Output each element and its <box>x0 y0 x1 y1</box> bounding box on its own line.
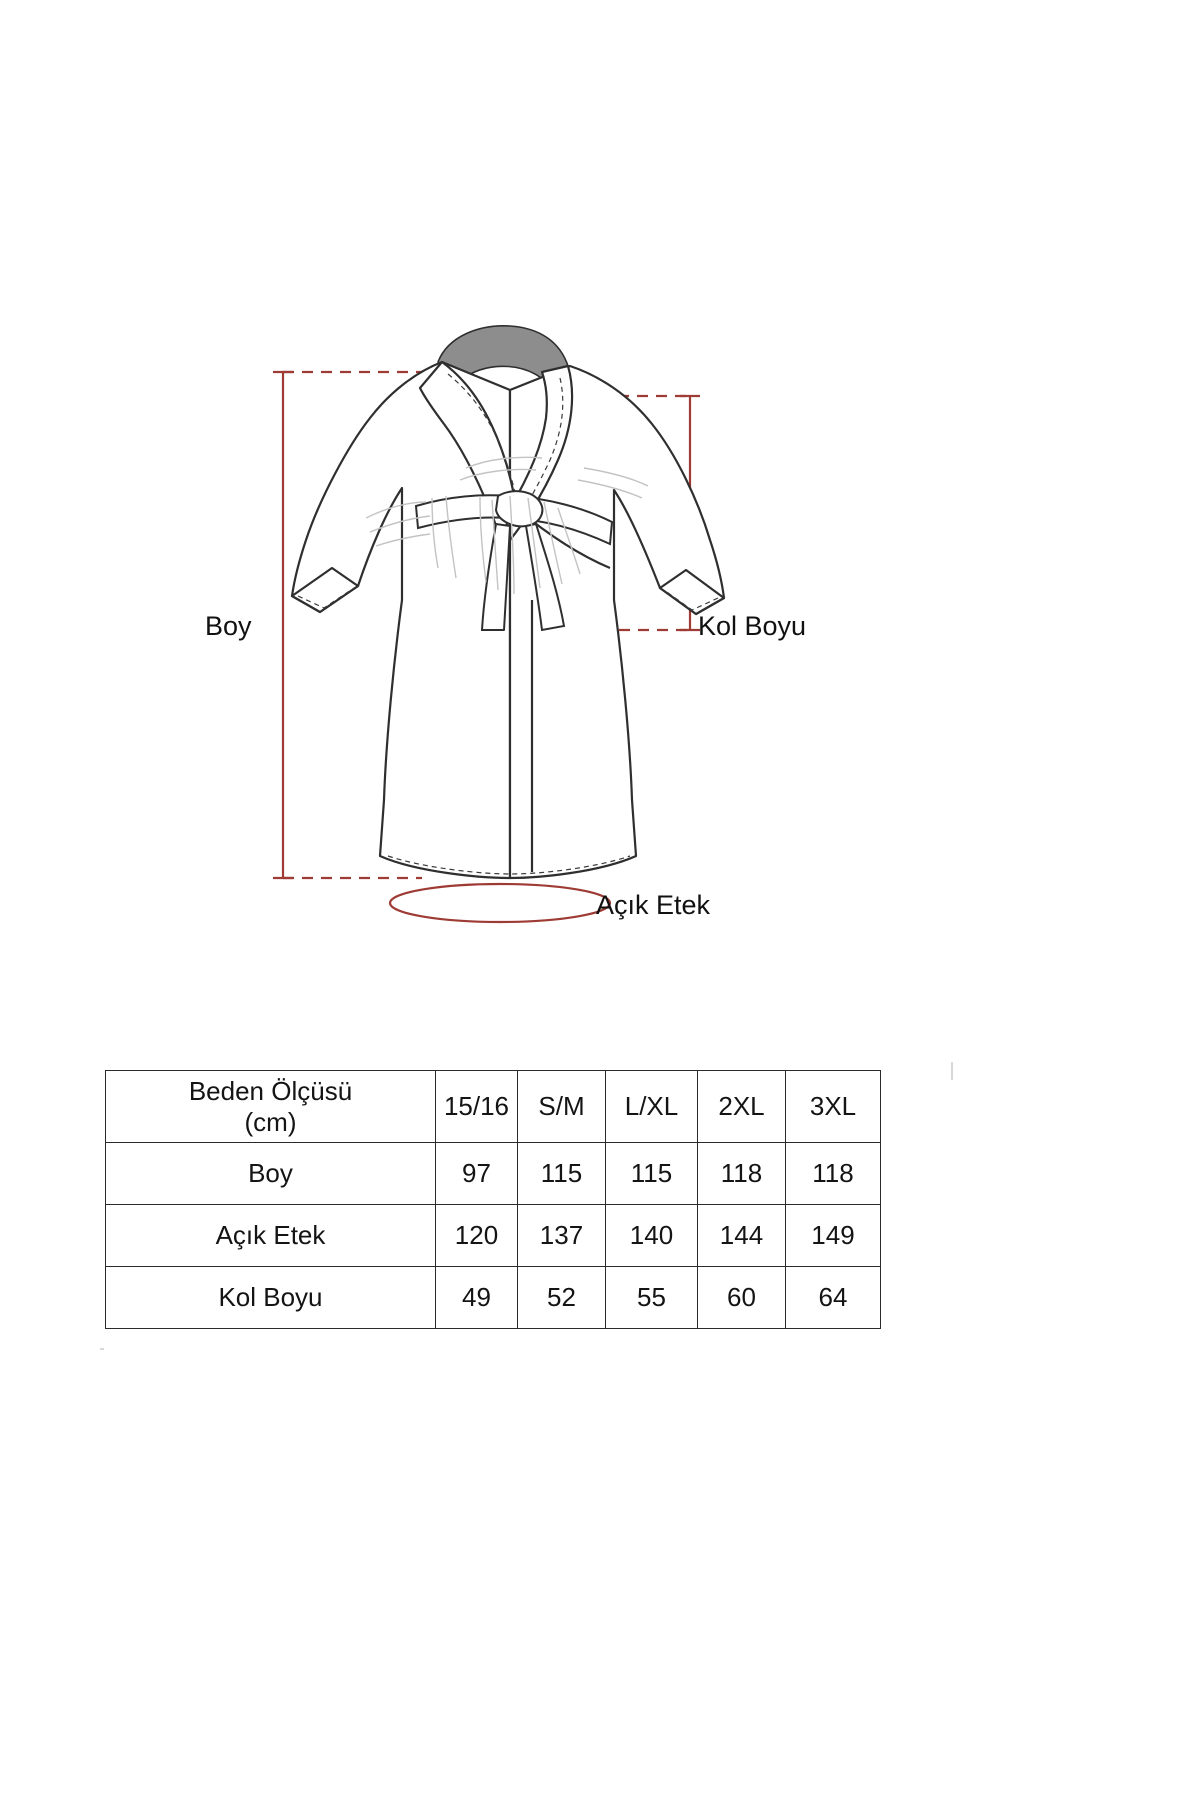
boy-label: Boy <box>205 611 252 641</box>
cell-acik-etek-3: 144 <box>698 1205 786 1267</box>
cell-acik-etek-1: 137 <box>518 1205 606 1267</box>
cell-kol-boyu-2: 55 <box>606 1267 698 1329</box>
cell-boy-0: 97 <box>436 1143 518 1205</box>
table-row <box>106 1143 881 1205</box>
acik-etek-label: Açık Etek <box>596 890 711 920</box>
table-header-row <box>106 1071 881 1143</box>
cell-boy-2: 115 <box>606 1143 698 1205</box>
table-header-label <box>106 1071 436 1143</box>
size-header-4: 3XL <box>786 1071 881 1143</box>
table-header-label-line1: Beden Ölçüsü <box>188 1076 353 1107</box>
cell-acik-etek-2: 140 <box>606 1205 698 1267</box>
size-header-1: S/M <box>518 1071 606 1143</box>
cell-acik-etek-4: 149 <box>786 1205 881 1267</box>
scan-artifact-right <box>951 1062 953 1080</box>
cell-kol-boyu-0: 49 <box>436 1267 518 1329</box>
table-header-label-line2: (cm) <box>244 1106 297 1137</box>
cell-kol-boyu-1: 52 <box>518 1267 606 1329</box>
cell-acik-etek-0: 120 <box>436 1205 518 1267</box>
cell-boy-1: 115 <box>518 1143 606 1205</box>
table-row <box>106 1205 881 1267</box>
cell-kol-boyu-3: 60 <box>698 1267 786 1329</box>
cell-boy-3: 118 <box>698 1143 786 1205</box>
acik-etek-ellipse <box>390 884 610 922</box>
cell-kol-boyu-4: 64 <box>786 1267 881 1329</box>
size-table-container <box>105 1070 880 1329</box>
table-row <box>106 1267 881 1329</box>
kol-boyu-label: Kol Boyu <box>698 611 807 641</box>
size-header-2: L/XL <box>606 1071 698 1143</box>
size-header-3: 2XL <box>698 1071 786 1143</box>
size-table <box>105 1070 881 1329</box>
row-label-acik-etek: Açık Etek <box>106 1205 436 1267</box>
cell-boy-4: 118 <box>786 1143 881 1205</box>
size-header-0: 15/16 <box>436 1071 518 1143</box>
row-label-kol-boyu: Kol Boyu <box>106 1267 436 1329</box>
row-label-boy: Boy <box>106 1143 436 1205</box>
scan-artifact-bottom-left <box>100 1348 104 1350</box>
robe-outline <box>292 326 724 878</box>
